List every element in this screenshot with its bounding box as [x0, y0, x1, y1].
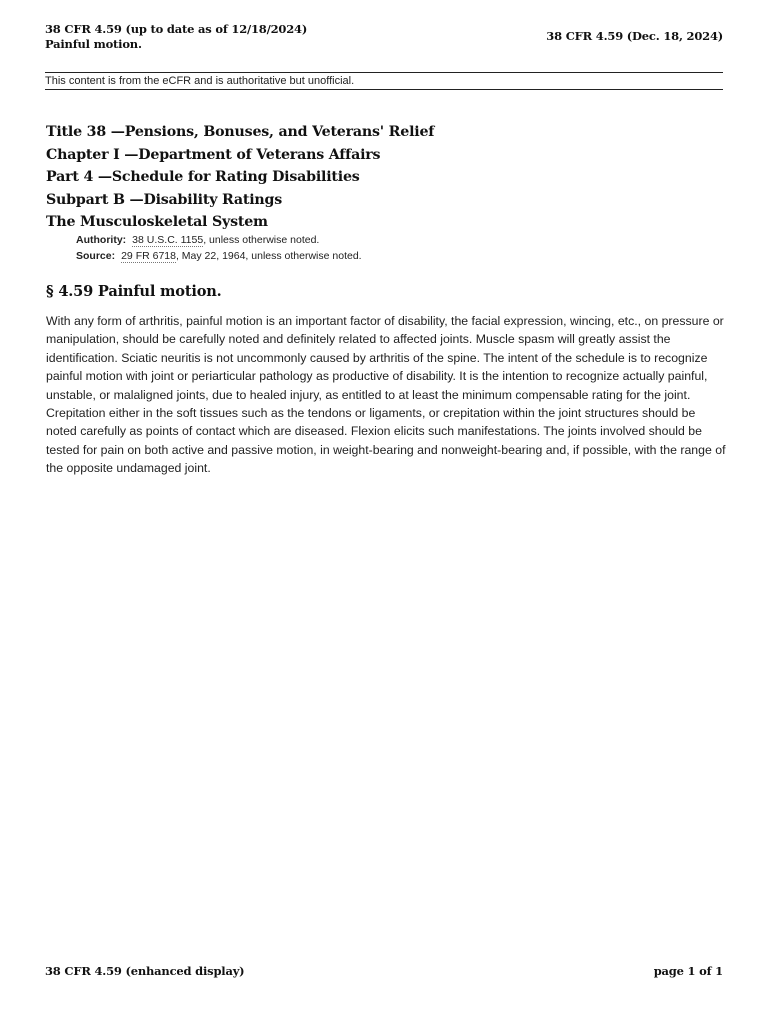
- section-title: § 4.59 Painful motion.: [46, 283, 222, 300]
- source-rest: , May 22, 1964, unless otherwise noted.: [175, 249, 362, 262]
- footer-display-label: 38 CFR 4.59 (enhanced display): [45, 964, 245, 978]
- authority-source-block: [76, 233, 362, 264]
- header-section-name: Painful motion.: [45, 37, 142, 51]
- source-label: Source:: [76, 249, 116, 262]
- page-header-left: [45, 22, 307, 52]
- header-date-citation: 38 CFR 4.59 (Dec. 18, 2024): [546, 29, 723, 43]
- authority-line: [76, 233, 362, 249]
- source-link[interactable]: 29 FR 6718: [121, 249, 176, 262]
- source-line: [76, 249, 362, 265]
- hierarchy-subject-group: The Musculoskeletal System: [46, 214, 268, 230]
- section-body: With any form of arthritis, painful motion is an important factor of disability, the facial expression, wincing, etc., on pressure or manipulation, should be carefully noted and definitely related to affected joints. Muscle spasm will greatly assist the identification. Sciatic neuritis is not uncommonly caused by arthritis of the spine. The intent of the schedule is to recognize painful motion with joint or periarticular pathology as productive of disability. It is the intention to recognize actually painful, unstable, or malaligned joints, due to healed injury, as entitled to at least the minimum compensable rating for the joint. Crepitation either in the soft tissues such as the tendons or ligaments, or crepitation within the joint structures should be noted carefully as points of contact which are diseased. Flexion elicits such manifestations. The joints involved should be tested for pain on both active and passive motion, in weight-bearing and nonweight-bearing and, if possible, with the range of the opposite undamaged joint.: [46, 314, 726, 476]
- authority-notice: This content is from the eCFR and is authoritative but unofficial.: [45, 72, 723, 90]
- hierarchy-title: Title 38 —Pensions, Bonuses, and Veterans' Relief: [46, 124, 435, 140]
- authority-link[interactable]: 38 U.S.C. 1155: [132, 234, 204, 246]
- hierarchy-chapter: Chapter I —Department of Veterans Affairs: [46, 146, 381, 163]
- authority-label: Authority:: [76, 234, 127, 246]
- hierarchy: [46, 121, 434, 234]
- header-citation: 38 CFR 4.59 (up to date as of 12/18/2024): [45, 22, 308, 36]
- hierarchy-subpart: Subpart B —Disability Ratings: [46, 191, 283, 208]
- footer-page-number: page 1 of 1: [653, 964, 723, 978]
- authority-rest: , unless otherwise noted.: [203, 234, 320, 246]
- hierarchy-part: Part 4 —Schedule for Rating Disabilities: [46, 169, 360, 185]
